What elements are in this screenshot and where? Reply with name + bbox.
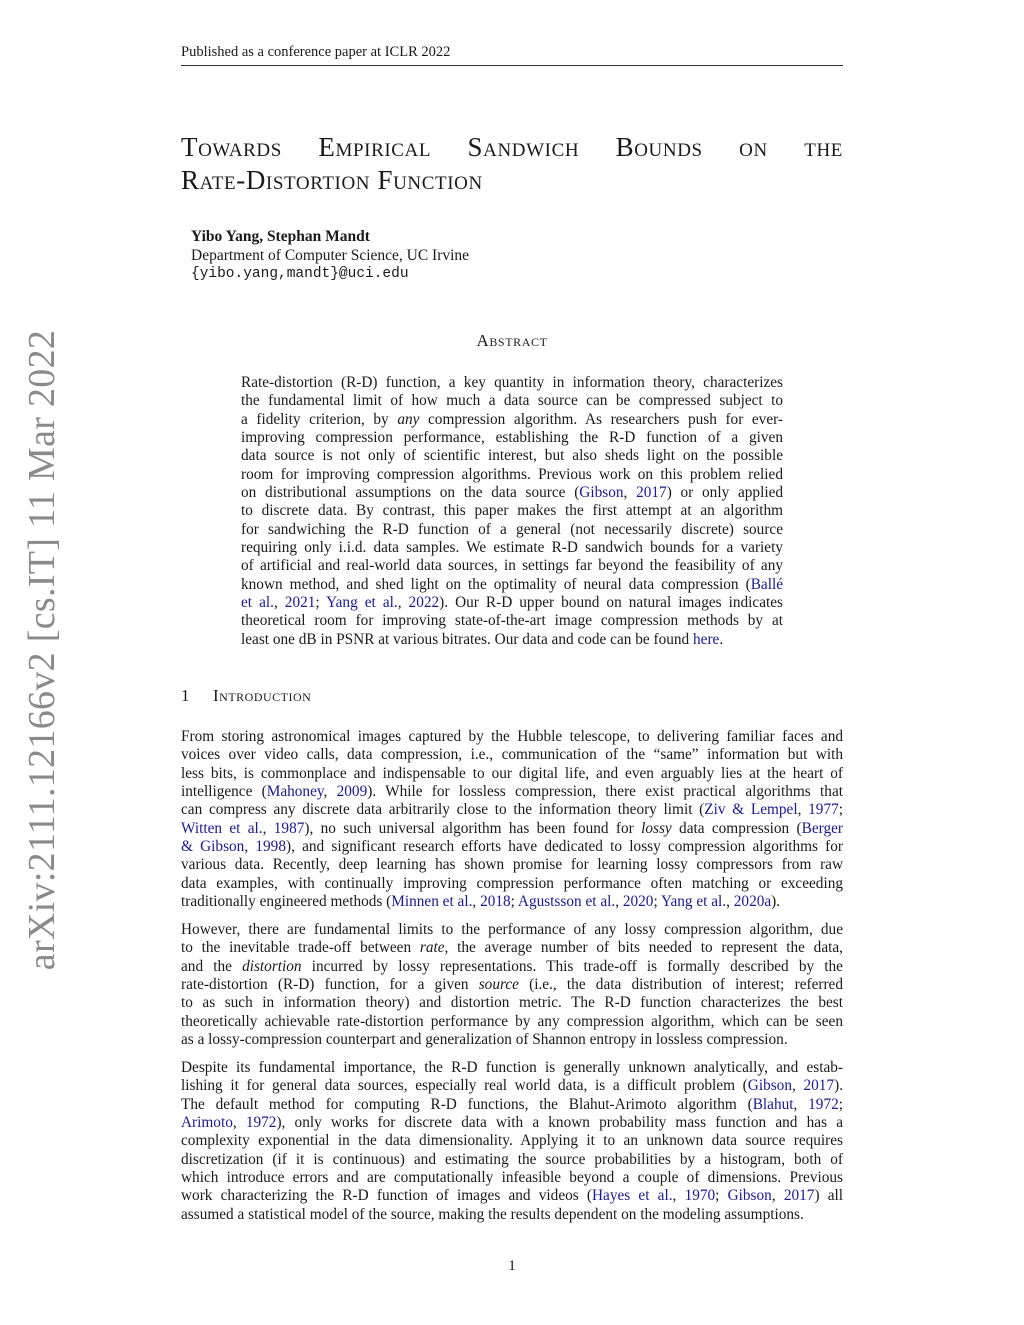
text-line [181, 728, 843, 746]
text-line [181, 939, 843, 957]
text-run: , the average number of bits needed to represent the data, [444, 939, 843, 957]
text-line [181, 1077, 843, 1095]
citation-link[interactable]: 2017 [783, 1187, 815, 1205]
citation-link[interactable]: 1977 [808, 801, 839, 819]
text-run: to the inevitable trade-off between [181, 939, 420, 957]
text-run: the fundamental limit of how much a data source can be compressed subject to [241, 392, 783, 410]
text-run: traditionally engineered methods ( [181, 893, 392, 911]
citation-link[interactable]: Blahut [752, 1095, 794, 1113]
text-line [181, 838, 843, 856]
text-run: , [323, 783, 337, 801]
text-run: less bits, is commonplace and indispensable to our digital life, and even arguably lies at the heart of [181, 764, 843, 782]
author-email[interactable]: {yibo.yang,mandt}@uci.edu [191, 266, 409, 282]
text-run: discretization (if it is continuous) and estimating the source probabilities by a histogram, both of [181, 1150, 843, 1168]
text-run: However, there are fundamental limits to the performance of any lossy compression algorithm, due [181, 921, 843, 938]
text-line [181, 1187, 843, 1205]
citation-link[interactable]: Arimoto [181, 1114, 233, 1132]
paper-title [181, 131, 843, 197]
text-run: , [791, 1077, 804, 1095]
text-run: , [672, 1187, 685, 1205]
abstract-heading: Abstract [476, 331, 548, 350]
citation-link[interactable]: 1987 [273, 819, 305, 837]
text-run: , [797, 801, 809, 819]
text-line [181, 1059, 843, 1077]
text-run: (i.e., the data distribution of interest; referred [518, 976, 843, 994]
title-line-1: Towards Empirical Sandwich Bounds on the [181, 132, 843, 162]
text-line [241, 576, 783, 594]
text-line [181, 820, 843, 838]
citation-link[interactable]: Minnen et al. [391, 893, 473, 911]
text-run: The default method for computing R-D functions, the Blahut-Arimoto algorithm ( [181, 1095, 753, 1113]
intro-paragraph-3 [181, 1059, 843, 1224]
running-header: Published as a conference paper at ICLR 2022 [181, 44, 843, 66]
text-run: as a lossy-compression counterpart and generalization of Shannon entropy in lossless compression. [181, 1031, 788, 1049]
text-line [181, 1151, 843, 1169]
citation-link[interactable]: 1998 [255, 838, 286, 856]
text-run: intelligence ( [181, 783, 267, 801]
citation-link[interactable]: Berger [801, 819, 843, 837]
text-run: on distributional assumptions on the data source ( [241, 484, 580, 502]
text-line [241, 539, 783, 557]
text-run: work characterizing the R-D function of images and videos ( [181, 1187, 592, 1205]
citation-link[interactable]: 2018 [480, 893, 511, 911]
text-run: , [623, 484, 637, 502]
citation-link[interactable]: & Gibson [181, 838, 245, 856]
text-run: ; [838, 1095, 843, 1113]
text-line [181, 1114, 843, 1132]
text-run: various data. Recently, deep learning has shown promise for learning lossy compressors from raw [181, 856, 843, 874]
citation-link[interactable]: 1970 [684, 1187, 716, 1205]
text-run: ; [838, 801, 843, 819]
text-run: From storing astronomical images captured by the Hubble telescope, to delivering familiar faces and [181, 728, 843, 745]
section-number: 1 [181, 686, 190, 705]
text-line [241, 429, 783, 447]
text-run: , [615, 893, 623, 911]
citation-link[interactable]: 1972 [245, 1114, 277, 1132]
text-run: data examples, with continually improving compression performance often matching or exceeding [181, 874, 843, 892]
text-run: assumed a statistical model of the source, making the results dependent on the modeling assumptions. [181, 1205, 804, 1223]
section-heading-introduction [181, 686, 311, 706]
citation-link[interactable]: Mahoney [266, 783, 324, 801]
citation-link[interactable]: 1972 [808, 1095, 839, 1113]
text-line [181, 958, 843, 976]
text-run: to discrete data. By contrast, this paper makes the first attempt at an algorithm [241, 502, 783, 520]
citation-link[interactable]: 2020 [622, 893, 654, 911]
text-line [181, 1169, 843, 1187]
text-line [181, 801, 843, 819]
text-run: complexity exponential in the data dimensionality. Applying it to an unknown data source requires [181, 1132, 843, 1150]
text-run: for sandwiching the R-D function of a general (not necessarily discrete) source [241, 520, 783, 538]
text-line [181, 1013, 843, 1031]
citation-link[interactable]: 2021 [284, 594, 316, 612]
citation-link[interactable]: Ballé [750, 575, 783, 593]
text-run: , [273, 594, 285, 612]
text-run: and the [181, 957, 243, 975]
abstract-text [241, 374, 783, 649]
text-line [181, 1096, 843, 1114]
text-run: requiring only i.i.d. data samples. We estimate R-D sandwich bounds for a variety [241, 539, 783, 557]
citation-link[interactable]: Gibson [727, 1187, 772, 1205]
text-line [241, 392, 783, 410]
text-run: least one dB in PSNR at various bitrates. Our data and code can be found [241, 630, 693, 648]
text-line [181, 783, 843, 801]
citation-link[interactable]: Ziv & Lempel [704, 801, 798, 819]
text-run: which introduce errors and are computationally infeasible beyond a couple of dimensions. Previous [181, 1169, 843, 1187]
text-run: ) all [814, 1187, 844, 1205]
text-line [181, 1031, 843, 1049]
page-number: 1 [508, 1258, 516, 1274]
text-run: improving compression performance, establishing the R-D function of a given [241, 429, 783, 447]
text-run: ; [315, 594, 327, 612]
text-run: theoretical room for improving state-of-the-art image compression methods by at [241, 612, 783, 630]
text-run: ; [715, 1187, 728, 1205]
text-line [181, 875, 843, 893]
text-run: , [771, 1187, 784, 1205]
affiliation: Department of Computer Science, UC Irvine [191, 247, 470, 264]
text-run: , [793, 1095, 809, 1113]
text-line [181, 921, 843, 939]
text-run: room for improving compression algorithms. Previous work on this problem relied [241, 465, 783, 483]
text-run: incurred by lossy representations. This trade-off is formally described by the [301, 957, 843, 975]
text-run: Despite its fundamental importance, the R-D function is generally unknown analytically, and estab- [181, 1059, 843, 1076]
emphasis-text: rate [419, 939, 445, 957]
text-run: to as such in information theory) and distortion metric. The R-D function characterizes the best [181, 994, 843, 1012]
text-line [241, 484, 783, 502]
emphasis-text: source [478, 976, 519, 994]
text-run: ). [771, 893, 781, 911]
text-run: known method, and shed light on the optimality of neural data compression ( [241, 575, 751, 593]
text-run: ). Our R-D upper bound on natural images indicates [439, 594, 783, 612]
author-names: Yibo Yang, Stephan Mandt [191, 228, 370, 245]
intro-paragraph-2 [181, 921, 843, 1049]
author-block [191, 227, 469, 284]
text-line [241, 594, 783, 612]
text-run: , [262, 819, 274, 837]
text-line [181, 746, 843, 764]
section-title: Introduction [213, 686, 312, 705]
text-run: lishing it for general data sources, especially real world data, is a difficult problem ( [181, 1077, 748, 1095]
text-run: , [726, 893, 734, 911]
text-run: ), and significant research efforts have dedicated to lossy compression algorithms for [285, 838, 843, 856]
emphasis-text: any [397, 410, 420, 428]
text-run: theoretically achievable rate-distortion performance by any compression algorithm, which can be seen [181, 1012, 843, 1030]
emphasis-text: distortion [242, 957, 302, 975]
text-run: data source is not only of scientific interest, but also sheds light on the possible [241, 447, 783, 465]
emphasis-text: lossy [641, 819, 672, 837]
text-line [181, 765, 843, 783]
text-run: ) or only applied [666, 484, 784, 502]
text-line [241, 466, 783, 484]
citation-link[interactable]: Yang et al. [660, 893, 727, 911]
citation-link[interactable]: Hayes et al. [592, 1187, 673, 1205]
text-line [181, 1132, 843, 1150]
text-line [181, 856, 843, 874]
text-run: . [719, 630, 724, 648]
citation-link[interactable]: 2017 [636, 484, 667, 502]
citation-link[interactable]: 2020a [733, 893, 772, 911]
text-run: of artificial and real-world data sources, in settings far beyond the feasibility of any [241, 557, 783, 575]
text-line [241, 521, 783, 539]
text-run: ), only works for discrete data with a known probability mass function and has a [276, 1114, 843, 1132]
text-line [181, 994, 843, 1012]
text-run: a fidelity criterion, by [241, 410, 398, 428]
text-run: ; [653, 893, 661, 911]
text-line [181, 1206, 843, 1224]
citation-link[interactable]: Yang et al. [326, 594, 398, 612]
text-run: ). While for lossless compression, there exist practical algorithms that [367, 783, 843, 801]
text-run: can compress any discrete data arbitrarily close to the information theory limit ( [181, 801, 705, 819]
text-line [241, 612, 783, 630]
text-run: compression algorithm. As researchers push for ever- [419, 410, 784, 428]
text-run: voices over video calls, data compression, i.e., communication of the “same” information but with [181, 746, 843, 764]
text-line [241, 557, 783, 575]
text-line [241, 411, 783, 429]
intro-paragraph-1 [181, 728, 843, 911]
text-line [181, 893, 843, 911]
citation-link[interactable]: Witten et al. [181, 819, 263, 837]
text-line [241, 374, 783, 392]
text-line [241, 631, 783, 649]
citation-link[interactable]: 2017 [803, 1077, 835, 1095]
text-run: rate-distortion (R-D) function, for a given [181, 976, 479, 994]
text-line [241, 447, 783, 465]
text-run: ; [510, 893, 518, 911]
title-line-2: Rate-Distortion Function [181, 165, 483, 195]
text-line [181, 976, 843, 994]
citation-link[interactable]: Agustsson et al. [517, 893, 616, 911]
text-run: ). [834, 1077, 844, 1095]
text-run: , [244, 838, 256, 856]
citation-link[interactable]: et al. [241, 594, 274, 612]
citation-link[interactable]: here [693, 630, 720, 648]
citation-link[interactable]: 2022 [408, 594, 440, 612]
text-line [241, 502, 783, 520]
citation-link[interactable]: Gibson [747, 1077, 792, 1095]
text-run: , [232, 1114, 246, 1132]
text-run: ), no such universal algorithm has been found for [304, 819, 642, 837]
text-run: Rate-distortion (R-D) function, a key quantity in information theory, characterizes [241, 374, 783, 391]
citation-link[interactable]: Gibson [579, 484, 624, 502]
text-run: , [472, 893, 481, 911]
text-run: , [397, 594, 409, 612]
citation-link[interactable]: 2009 [336, 783, 368, 801]
text-run: data compression ( [671, 819, 802, 837]
arxiv-identifier[interactable]: arXiv:2111.12166v2 [cs.IT] 11 Mar 2022 [21, 329, 63, 971]
